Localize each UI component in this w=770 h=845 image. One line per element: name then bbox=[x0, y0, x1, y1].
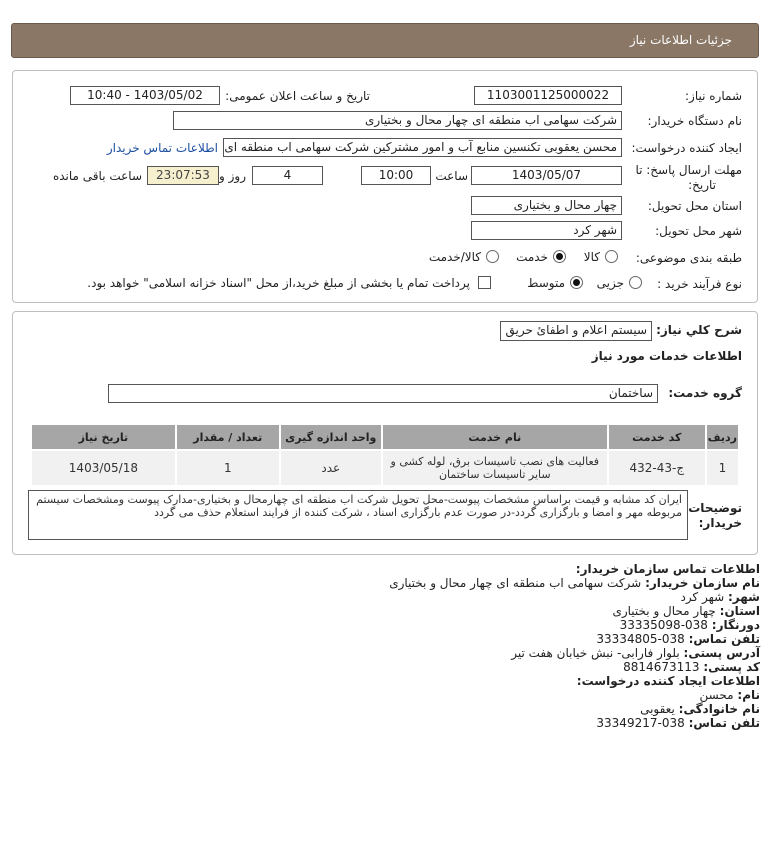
notes-label: توضیحات bbox=[688, 501, 742, 515]
remaining-timer: 23:07:53 bbox=[147, 166, 219, 185]
cell-quantity: 1 bbox=[176, 450, 280, 486]
contact-city-label: شهر: bbox=[728, 590, 760, 604]
contact-city-value: شهر کرد bbox=[680, 590, 725, 604]
creator-family-value: یعقوبی bbox=[640, 702, 675, 716]
contact-org-value: شرکت سهامی اب منطقه ای چهار محال و بختیاری bbox=[389, 576, 642, 590]
contact-postal-value: 8814673113 bbox=[623, 660, 700, 674]
category-option-goods-service: کالا/خدمت bbox=[428, 250, 481, 264]
contact-heading: اطلاعات تماس سازمان خریدار: bbox=[575, 562, 760, 576]
process-radio-medium[interactable] bbox=[570, 276, 583, 289]
contact-postal-label: کد پستی: bbox=[703, 660, 760, 674]
creator-label: ایجاد کننده درخواست: bbox=[631, 141, 742, 155]
contact-province-value: چهار محال و بختیاری bbox=[612, 604, 716, 618]
service-group-label: گروه خدمت: bbox=[668, 386, 742, 400]
cell-need-date: 1403/05/18 bbox=[31, 450, 176, 486]
contact-fax-value: 038-33335098 bbox=[619, 618, 708, 632]
col-service-code: کد خدمت bbox=[608, 424, 706, 450]
city-field: شهر کرد bbox=[471, 221, 622, 240]
services-table bbox=[30, 423, 740, 487]
col-quantity: تعداد / مقدار bbox=[176, 424, 280, 450]
process-option-minor: جزیی bbox=[596, 276, 624, 290]
col-need-date: تاریخ نیاز bbox=[31, 424, 176, 450]
notes-label-2: خریدار: bbox=[698, 516, 742, 530]
category-label: طبقه بندی موضوعی: bbox=[635, 251, 742, 265]
cell-row: 1 bbox=[706, 450, 739, 486]
contact-address-value: بلوار فارابی- نبش خیابان هفت تیر bbox=[511, 646, 680, 660]
province-label: استان محل تحویل: bbox=[647, 199, 742, 213]
contact-fax-label: دورنگار: bbox=[711, 618, 760, 632]
buyer-contact-link[interactable]: اطلاعات تماس خریدار bbox=[106, 141, 218, 155]
deadline-label-2: تاریخ: bbox=[688, 178, 716, 192]
col-row: ردیف bbox=[706, 424, 739, 450]
province-field: چهار محال و بختیاری bbox=[471, 196, 622, 215]
process-label: نوع فرآیند خرید : bbox=[657, 277, 742, 291]
announce-label: تاریخ و ساعت اعلان عمومی: bbox=[225, 89, 370, 103]
time-label: ساعت bbox=[435, 169, 468, 183]
city-label: شهر محل تحویل: bbox=[655, 224, 742, 238]
deadline-time-field: 10:00 bbox=[361, 166, 431, 185]
services-heading: اطلاعات خدمات مورد نیاز bbox=[591, 349, 742, 363]
process-option-medium: متوسط bbox=[527, 276, 565, 290]
category-option-goods: کالا bbox=[583, 250, 600, 264]
table-row bbox=[31, 450, 739, 486]
col-unit: واحد اندازه گیری bbox=[280, 424, 382, 450]
buyer-field: شرکت سهامی اب منطقه ای چهار محال و بختیاری bbox=[173, 111, 622, 130]
deadline-date-field: 1403/05/07 bbox=[471, 166, 622, 185]
cell-unit: عدد bbox=[280, 450, 382, 486]
category-radio-service[interactable] bbox=[553, 250, 566, 263]
contact-org-label: نام سازمان خریدار: bbox=[645, 576, 760, 590]
buyer-label: نام دستگاه خریدار: bbox=[647, 114, 742, 128]
contact-phone-value: 038-33334805 bbox=[596, 632, 685, 646]
days-label: روز و bbox=[219, 169, 246, 183]
creator-phone-label: تلفن تماس: bbox=[688, 716, 760, 730]
contact-province-label: استان: bbox=[719, 604, 760, 618]
creator-heading: اطلاعات ایجاد کننده درخواست: bbox=[576, 674, 760, 688]
creator-phone-value: 038-33349217 bbox=[596, 716, 685, 730]
deadline-label: مهلت ارسال پاسخ: تا bbox=[635, 163, 742, 177]
contact-section bbox=[389, 562, 760, 730]
creator-name-label: نام: bbox=[737, 688, 760, 702]
need-number-label: شماره نیاز: bbox=[685, 89, 742, 103]
summary-field: سیستم اعلام و اطفائ حریق bbox=[500, 321, 652, 341]
page-header bbox=[11, 23, 759, 58]
table-header-row bbox=[31, 424, 739, 450]
days-field: 4 bbox=[252, 166, 323, 185]
announce-field: 1403/05/02 - 10:40 bbox=[70, 86, 220, 105]
creator-family-label: نام خانوادگی: bbox=[678, 702, 760, 716]
creator-field: محسن یعقوبی تکنسین منابع آب و امور مشترکین شرکت سهامی اب منطقه ای bbox=[223, 138, 622, 157]
col-service-name: نام خدمت bbox=[382, 424, 608, 450]
cell-service-name: فعالیت های نصب تاسیسات برق، لوله کشی و سایر تاسیسات ساختمان bbox=[382, 450, 608, 486]
summary-label: شرح کلي نياز: bbox=[656, 323, 742, 337]
contact-phone-label: تلفن تماس: bbox=[688, 632, 760, 646]
buyer-notes: ایران کد مشابه و قیمت براساس مشخصات پیوست-محل تحویل شرکت اب منطقه ای چهارمحال و بختیاری-مدارک پیوست ومشخصات سیستم مربوطه مهر و امضا و بارگزاری گردد-در صورت عدم بارگزاری اسناد ، شرکت کننده از فرایند استعلام حذف می گردد bbox=[28, 490, 688, 540]
treasury-payment-text: پرداخت تمام یا بخشی از مبلغ خرید،از محل "اسناد خزانه اسلامی" خواهد بود. bbox=[87, 276, 470, 290]
creator-name-value: محسن bbox=[699, 688, 734, 702]
process-radio-minor[interactable] bbox=[629, 276, 642, 289]
need-number-field: 1103001125000022 bbox=[474, 86, 622, 105]
category-option-service: خدمت bbox=[516, 250, 548, 264]
service-group-field: ساختمان bbox=[108, 384, 658, 403]
category-radio-goods-service[interactable] bbox=[486, 250, 499, 263]
cell-service-code: ج-43-432 bbox=[608, 450, 706, 486]
contact-address-label: آدرس پستی: bbox=[683, 646, 760, 660]
treasury-payment-checkbox[interactable] bbox=[478, 276, 491, 289]
category-radio-goods[interactable] bbox=[605, 250, 618, 263]
remaining-label: ساعت باقی مانده bbox=[52, 169, 142, 183]
page-title: جزئیات اطلاعات نیاز bbox=[629, 33, 732, 47]
